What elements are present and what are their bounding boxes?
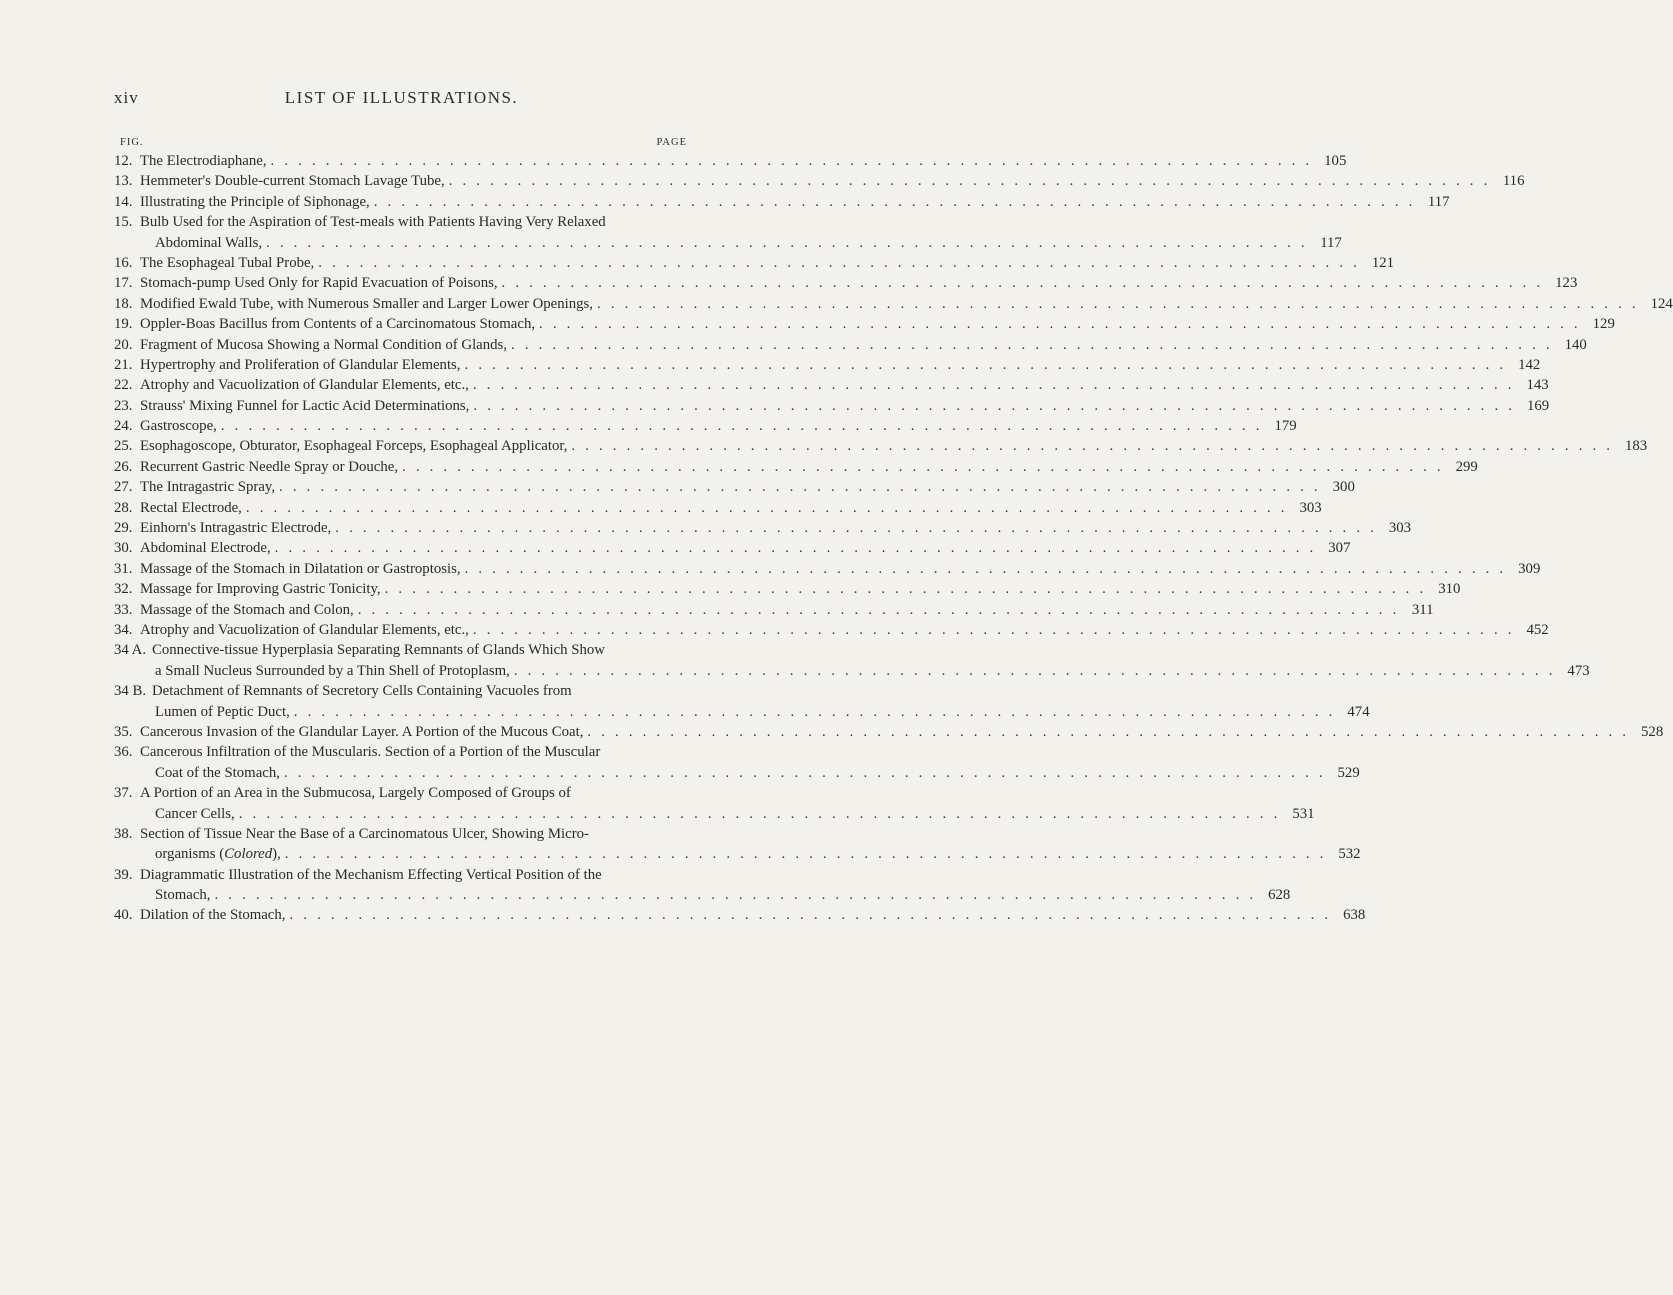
- list-entry: [114, 600, 1434, 620]
- figure-caption: Massage of the Stomach and Colon,: [140, 601, 354, 618]
- entry-line: [114, 844, 1361, 864]
- figure-number: 17.: [114, 275, 133, 292]
- list-entry: [114, 192, 1450, 212]
- page-reference: 129: [1592, 316, 1615, 333]
- list-entry: [114, 579, 1461, 599]
- figure-caption: Einhorn's Intragastric Electrode,: [140, 520, 332, 537]
- figure-number: 30.: [114, 540, 133, 557]
- dot-leader: [567, 436, 1613, 456]
- dot-leader: [461, 355, 1507, 375]
- figure-number: 19.: [114, 316, 133, 333]
- entry-line: [114, 661, 1590, 681]
- list-entry: [114, 518, 1412, 538]
- entry-line: [114, 763, 1360, 783]
- running-title: LIST OF ILLUSTRATIONS.: [284, 88, 519, 107]
- entry-line: [114, 233, 1342, 253]
- figure-number: 14.: [114, 193, 133, 210]
- dot-leader: [267, 151, 1313, 171]
- figure-caption: Diagrammatic Illustration of the Mechanism Effecting Vertical Position of the: [140, 866, 602, 883]
- list-entry: [114, 253, 1395, 273]
- list-entry: [114, 314, 1615, 334]
- fig-column-label: FIG.: [120, 137, 144, 148]
- figure-caption: Massage for Improving Gastric Tonicity,: [140, 581, 381, 598]
- entry-line: [114, 804, 1315, 824]
- entry-line: [114, 151, 1347, 171]
- dot-leader: [314, 253, 1360, 273]
- dot-leader: [235, 804, 1281, 824]
- dot-leader: [507, 335, 1553, 355]
- dot-leader: [354, 600, 1400, 620]
- entry-line: [114, 416, 1297, 436]
- dot-leader: [510, 661, 1556, 681]
- dot-leader: [469, 620, 1515, 640]
- figure-number: 33.: [114, 601, 133, 618]
- entry-line: [114, 865, 689, 885]
- list-entry: [114, 620, 1549, 640]
- figure-number: 40.: [114, 907, 133, 924]
- entry-line: [114, 253, 1395, 273]
- dot-leader: [285, 905, 1331, 925]
- entry-line: [114, 294, 1673, 314]
- entry-line: [114, 600, 1434, 620]
- list-entry: [114, 273, 1578, 293]
- entry-line: [114, 375, 1549, 395]
- figure-number: 32.: [114, 581, 133, 598]
- entry-line: [114, 477, 1355, 497]
- page-reference: 628: [1268, 887, 1291, 904]
- dot-leader: [469, 396, 1515, 416]
- figure-caption: Bulb Used for the Aspiration of Test-meals with Patients Having Very Relaxed: [140, 214, 606, 231]
- figure-caption: The Electrodiaphane,: [140, 153, 267, 169]
- figure-caption: Stomach-pump Used Only for Rapid Evacuation of Poisons,: [140, 275, 498, 292]
- list-entry: [114, 538, 1351, 558]
- list-entry: [114, 722, 1664, 742]
- figure-number: 37.: [114, 785, 133, 802]
- list-entry: [114, 355, 1541, 375]
- dot-leader: [242, 498, 1288, 518]
- dot-leader: [271, 538, 1317, 558]
- page-reference: 105: [1324, 153, 1347, 169]
- page-reference: 169: [1526, 397, 1550, 414]
- page-reference: 303: [1388, 520, 1412, 537]
- dot-leader: [381, 579, 1427, 599]
- entry-line: [114, 742, 689, 762]
- figure-number: 27.: [114, 479, 133, 496]
- figure-caption: Illustrating the Principle of Siphonage,: [140, 193, 370, 210]
- dot-leader: [281, 844, 1327, 864]
- page-reference: 179: [1274, 418, 1297, 435]
- dot-leader: [398, 457, 1444, 477]
- entry-line: [114, 171, 1525, 191]
- figure-number: 18.: [114, 295, 133, 312]
- dot-leader: [583, 722, 1629, 742]
- page-reference: 123: [1555, 275, 1578, 292]
- figure-number: 29.: [114, 520, 133, 537]
- page-reference: 116: [1502, 173, 1525, 190]
- figure-caption: Coat of the Stomach,: [155, 764, 280, 781]
- list-entry: [114, 436, 1648, 456]
- page-reference: 311: [1411, 601, 1434, 618]
- list-entry: [114, 294, 1673, 314]
- entry-line: [114, 620, 1549, 640]
- entry-line: [114, 702, 1370, 722]
- page-reference: 303: [1299, 499, 1322, 516]
- list-entry: [114, 171, 1525, 191]
- entry-line: [114, 579, 1461, 599]
- entry-line: [114, 396, 1550, 416]
- page-number: xiv: [114, 88, 139, 107]
- entry-line: [114, 905, 1366, 925]
- figure-caption: Dilation of the Stomach,: [140, 907, 286, 924]
- entry-line: [114, 885, 1291, 905]
- figure-number: 34.: [114, 621, 133, 638]
- list-entry: [114, 783, 1315, 824]
- dot-leader: [535, 314, 1581, 334]
- dot-leader: [217, 416, 1263, 436]
- figure-number: 39.: [114, 866, 133, 883]
- dot-leader: [469, 375, 1515, 395]
- figure-caption: The Esophageal Tubal Probe,: [140, 254, 315, 271]
- figure-caption: Hypertrophy and Proliferation of Glandular Elements,: [140, 356, 461, 373]
- figure-number: 23.: [114, 397, 133, 414]
- figure-number: 31.: [114, 560, 133, 577]
- entry-line: [114, 538, 1351, 558]
- entry-line: [114, 559, 1541, 579]
- figure-caption: Gastroscope,: [140, 418, 217, 435]
- illustration-list: [114, 151, 1673, 926]
- figure-number: 12.: [114, 153, 133, 169]
- figure-caption: Modified Ewald Tube, with Numerous Smaller and Larger Lower Openings,: [140, 295, 594, 312]
- page-reference: 531: [1292, 805, 1315, 822]
- page-reference: 532: [1338, 846, 1361, 863]
- figure-number: 34 B.: [114, 683, 147, 700]
- figure-number: 26.: [114, 458, 133, 475]
- page-reference: 300: [1332, 479, 1355, 496]
- figure-caption: Strauss' Mixing Funnel for Lactic Acid Determinations,: [140, 397, 470, 414]
- list-entry: [114, 824, 1361, 865]
- figure-caption: Abdominal Electrode,: [140, 540, 271, 557]
- figure-number: 25.: [114, 438, 133, 455]
- entry-line: [114, 498, 1322, 518]
- entry-line: [114, 681, 689, 701]
- figure-number: 15.: [114, 214, 133, 231]
- list-entry: [114, 905, 1366, 925]
- figure-number: 21.: [114, 356, 133, 373]
- entry-line: [114, 783, 689, 803]
- figure-caption: Atrophy and Vacuolization of Glandular Elements, etc.,: [140, 377, 469, 394]
- page-column-label: PAGE: [656, 137, 687, 148]
- figure-caption: Cancer Cells,: [155, 805, 235, 822]
- figure-caption: Abdominal Walls,: [155, 234, 263, 251]
- figure-caption: A Portion of an Area in the Submucosa, Largely Composed of Groups of: [140, 785, 571, 802]
- figure-caption: The Intragastric Spray,: [140, 479, 276, 496]
- page-reference: 528: [1641, 723, 1664, 740]
- list-entry: [114, 457, 1478, 477]
- list-entry: [114, 335, 1587, 355]
- figure-caption: Cancerous Infiltration of the Muscularis. Section of a Portion of the Muscular: [140, 744, 601, 761]
- list-entry: [114, 681, 1370, 722]
- list-entry: [114, 375, 1549, 395]
- page-reference: 529: [1337, 764, 1360, 781]
- list-entry: [114, 865, 1291, 906]
- figure-caption: Oppler-Boas Bacillus from Contents of a Carcinomatous Stomach,: [140, 316, 536, 333]
- dot-leader: [280, 763, 1326, 783]
- figure-caption: organisms (Colored),: [155, 846, 281, 863]
- list-entry: [114, 396, 1550, 416]
- dot-leader: [593, 294, 1639, 314]
- figure-number: 13.: [114, 173, 133, 190]
- column-headings: [114, 137, 689, 151]
- entry-line: [114, 355, 1541, 375]
- page-reference: 309: [1518, 560, 1541, 577]
- list-entry: [114, 640, 1590, 681]
- figure-caption: Detachment of Remnants of Secretory Cells Containing Vacuoles from: [152, 683, 572, 700]
- dot-leader: [210, 885, 1256, 905]
- list-entry: [114, 477, 1355, 497]
- page-reference: 183: [1625, 438, 1648, 455]
- figure-caption: Section of Tissue Near the Base of a Carcinomatous Ulcer, Showing Micro-: [140, 825, 589, 842]
- dot-leader: [275, 477, 1321, 497]
- list-entry: [114, 212, 1342, 253]
- figure-caption: Lumen of Peptic Duct,: [155, 703, 290, 720]
- page-reference: 117: [1427, 193, 1450, 210]
- entry-line: [114, 824, 689, 844]
- dot-leader: [262, 233, 1308, 253]
- figure-number: 28.: [114, 499, 133, 516]
- figure-caption: Atrophy and Vacuolization of Glandular Elements, etc.,: [140, 621, 469, 638]
- page-header: [114, 88, 689, 112]
- page-reference: 307: [1328, 540, 1351, 557]
- figure-caption: Hemmeter's Double-current Stomach Lavage Tube,: [140, 173, 445, 190]
- dot-leader: [370, 192, 1416, 212]
- dot-leader: [445, 171, 1491, 191]
- entry-line: [114, 314, 1615, 334]
- list-entry: [114, 416, 1297, 436]
- page-reference: 299: [1455, 458, 1478, 475]
- figure-caption: Esophagoscope, Obturator, Esophageal Forceps, Esophageal Applicator,: [140, 438, 568, 455]
- figure-number: 20.: [114, 336, 133, 353]
- page-reference: 142: [1518, 356, 1541, 373]
- entry-line: [114, 436, 1648, 456]
- page-reference: 117: [1320, 234, 1342, 251]
- list-entry: [114, 559, 1541, 579]
- figure-caption: Connective-tissue Hyperplasia Separating Remnants of Glands Which Show: [152, 642, 605, 659]
- figure-number: 36.: [114, 744, 133, 761]
- entry-line: [114, 640, 689, 660]
- page-reference: 121: [1371, 254, 1395, 271]
- entry-line: [114, 457, 1478, 477]
- entry-line: [114, 335, 1587, 355]
- entry-line: [114, 722, 1664, 742]
- dot-leader: [498, 273, 1544, 293]
- page-reference: 140: [1564, 336, 1587, 353]
- page-reference: 124: [1650, 295, 1673, 312]
- page-reference: 143: [1526, 377, 1549, 394]
- entry-line: [114, 212, 689, 232]
- figure-caption: Rectal Electrode,: [140, 499, 242, 516]
- figure-caption: Massage of the Stomach in Dilatation or Gastroptosis,: [140, 560, 461, 577]
- list-entry: [114, 498, 1322, 518]
- figure-caption: Cancerous Invasion of the Glandular Layer. A Portion of the Mucous Coat,: [140, 723, 584, 740]
- entry-line: [114, 192, 1450, 212]
- page-reference: 473: [1567, 662, 1590, 679]
- figure-caption: a Small Nucleus Surrounded by a Thin Shell of Protoplasm,: [155, 662, 510, 679]
- figure-caption: Stomach,: [155, 887, 211, 904]
- list-entry: [114, 151, 1347, 171]
- page-reference: 452: [1526, 621, 1549, 638]
- page-reference: 638: [1343, 907, 1366, 924]
- entry-line: [114, 273, 1578, 293]
- dot-leader: [331, 518, 1377, 538]
- figure-number: 16.: [114, 254, 133, 271]
- figure-number: 38.: [114, 825, 133, 842]
- figure-number: 22.: [114, 377, 133, 394]
- dot-leader: [290, 702, 1336, 722]
- dot-leader: [461, 559, 1507, 579]
- figure-caption: Recurrent Gastric Needle Spray or Douche,: [140, 458, 399, 475]
- figure-number: 35.: [114, 723, 133, 740]
- figure-number: 34 A.: [114, 642, 147, 659]
- page-reference: 310: [1438, 581, 1461, 598]
- page-reference: 474: [1347, 703, 1370, 720]
- figure-number: 24.: [114, 418, 133, 435]
- figure-caption: Fragment of Mucosa Showing a Normal Condition of Glands,: [140, 336, 508, 353]
- entry-line: [114, 518, 1412, 538]
- list-entry: [114, 742, 1360, 783]
